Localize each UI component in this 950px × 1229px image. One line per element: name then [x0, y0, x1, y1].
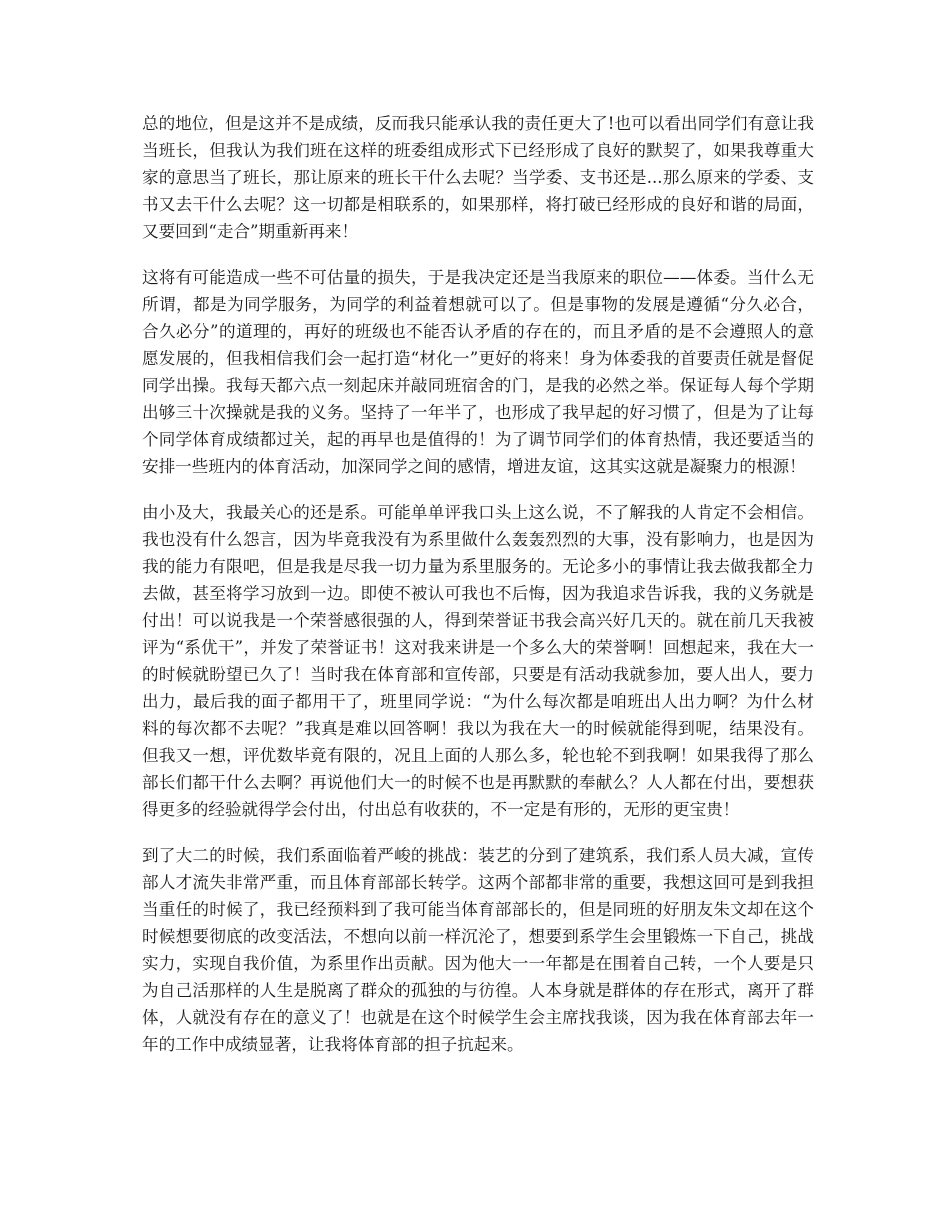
document-page: [142, 110, 814, 1077]
paragraph-1: 总的地位，但是这并不是成绩，反而我只能承认我的责任更大了!也可以看出同学们有意让我当班长，但我认为我们班在这样的班委组成形式下已经形成了良好的默契了，如果我尊重大家的意思当了班长，那让原来的班长干什么去呢？当学委、支书还是...那么原来的学委、支书又去干什么去呢？这一切都是相联系的，如果那样，将打破已经形成的良好和谐的局面，又要回到“走合”期重新再来！: [142, 114, 814, 241]
paragraph-3: 由小及大，我最关心的还是系。可能单单评我口头上这么说，不了解我的人肯定不会相信。我也没有什么怨言，因为毕竟我没有为系里做什么轰轰烈烈的大事，没有影响力，也是因为我的能力有限吧，但是我是尽我一切力量为系里服务的。无论多小的事情让我去做我都全力去做，甚至将学习放到一边。即使不被认可我也不后悔，因为我追求告诉我，我的义务就是付出！可以说我是一个荣誉感很强的人，得到荣誉证书我会高兴好几天的。就在前几天我被评为“系优干”，并发了荣誉证书！这对我来讲是一个多么大的荣誉啊！回想起来，我在大一的时候就盼望已久了！当时我在体育部和宣传部，只要是有活动我就参加，要人出人，要力出力，最后我的面子都用干了，班里同学说：“为什么每次都是咱班出人出力啊？为什么材料的每次都不去呢？”我真是难以回答啊！我以为我在大一的时候就能得到呢，结果没有。但我又一想，评优数毕竟有限的，况且上面的人那么多，轮也轮不到我啊！如果我得了那么部长们都干什么去啊？再说他们大一的时候不也是再默默的奉献么？人人都在付出，要想获得更多的经验就得学会付出，付出总有收获的，不一定是有形的，无形的更宝贵！: [142, 503, 814, 819]
paragraph-2: 这将有可能造成一些不可估量的损失，于是我决定还是当我原来的职位——体委。当什么无所谓，都是为同学服务，为同学的利益着想就可以了。但是事物的发展是遵循“分久必合，合久必分”的道理的，再好的班级也不能否认矛盾的存在的，而且矛盾的是不会遵照人的意愿发展的，但我相信我们会一起打造“材化一”更好的将来！身为体委我的首要责任就是督促同学出操。我每天都六点一刻起床并敲同班宿舍的门，是我的必然之举。保证每人每个学期出够三十次操就是我的义务。坚持了一年半了，也形成了我早起的好习惯了，但是为了让每个同学体育成绩都过关，起的再早也是值得的！为了调节同学们的体育热情，我还要适当的安排一些班内的体育活动，加深同学之间的感情，增进友谊，这其实这就是凝聚力的根源！: [142, 268, 814, 476]
paragraph-4: 到了大二的时候，我们系面临着严峻的挑战：装艺的分到了建筑系，我们系人员大减，宣传部人才流失非常严重，而且体育部部长转学。这两个部都非常的重要，我想这回可是到我担当重任的时候了，我已经预料到了我可能当体育部部长的，但是同班的好朋友朱文却在这个时候想要彻底的改变活法，不想向以前一样沉沦了，想要到系学生会里锻炼一下自己，挑战实力，实现自我价值，为系里作出贡献。因为他大一一年都是在围着自己转，一个人要是只为自己活那样的人生是脱离了群众的孤独的与彷徨。人本身就是群体的存在形式，离开了群体，人就没有存在的意义了！也就是在这个时候学生会主席找我谈，因为我在体育部去年一年的工作中成绩显著，让我将体育部的担子抗起来。: [142, 846, 814, 1054]
